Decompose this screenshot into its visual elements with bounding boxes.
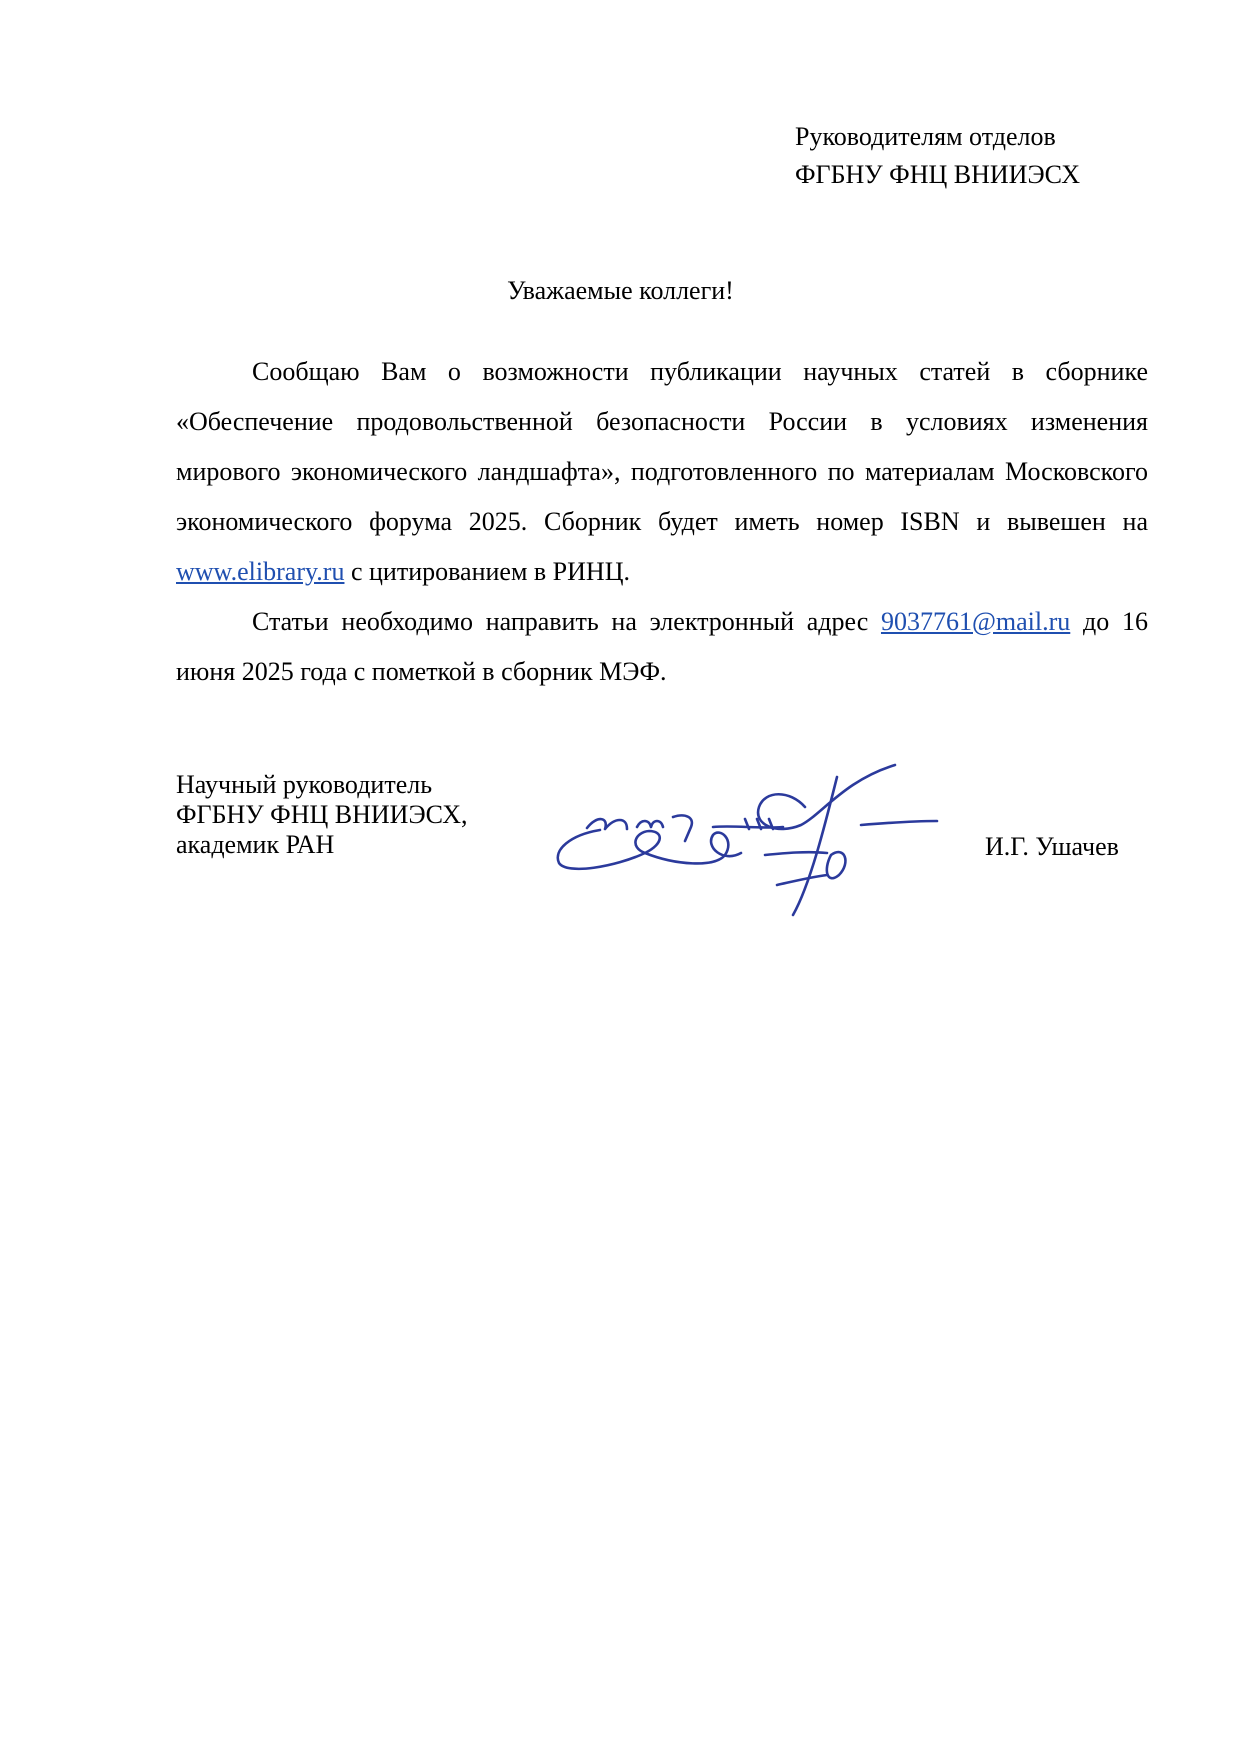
- addressee-line-2: ФГБНУ ФНЦ ВНИИЭСХ: [795, 160, 1081, 189]
- letter-body: [176, 347, 1148, 697]
- signer-title-block: [176, 770, 468, 860]
- email-link[interactable]: 9037761@mail.ru: [880, 607, 1071, 636]
- signer-title-line-1: Научный руководитель: [176, 770, 433, 799]
- salutation: Уважаемые коллеги!: [507, 276, 734, 305]
- handwritten-signature: [545, 735, 985, 980]
- addressee-block: [795, 118, 1080, 194]
- paragraph-2-text-end: до 16 июня 2025 года с пометкой в сборник МЭФ.: [176, 607, 1148, 686]
- signer-title-line-2: ФГБНУ ФНЦ ВНИИЭСХ,: [176, 800, 468, 829]
- addressee-line-1: Руководителям отделов: [795, 122, 1056, 151]
- paragraph-2-text: Статьи необходимо направить на электронный адрес: [252, 607, 881, 636]
- elibrary-link[interactable]: www.elibrary.ru: [176, 557, 345, 586]
- signer-title-line-3: академик РАН: [176, 830, 335, 859]
- paragraph-2: [176, 597, 1148, 697]
- paragraph-1: [176, 347, 1148, 597]
- paragraph-1-text: Сообщаю Вам о возможности публикации научных статей в сборнике «Обеспечение продовольственной безопасности России в условиях изменения мирового экономического ландшафта», подготовленного по материалам Московского экономического форума 2025. Сборник будет иметь номер ISBN и вывешен на: [176, 357, 1148, 536]
- signer-name: И.Г. Ушачев: [985, 832, 1119, 861]
- paragraph-1-text-end: с цитированием в РИНЦ.: [344, 557, 630, 586]
